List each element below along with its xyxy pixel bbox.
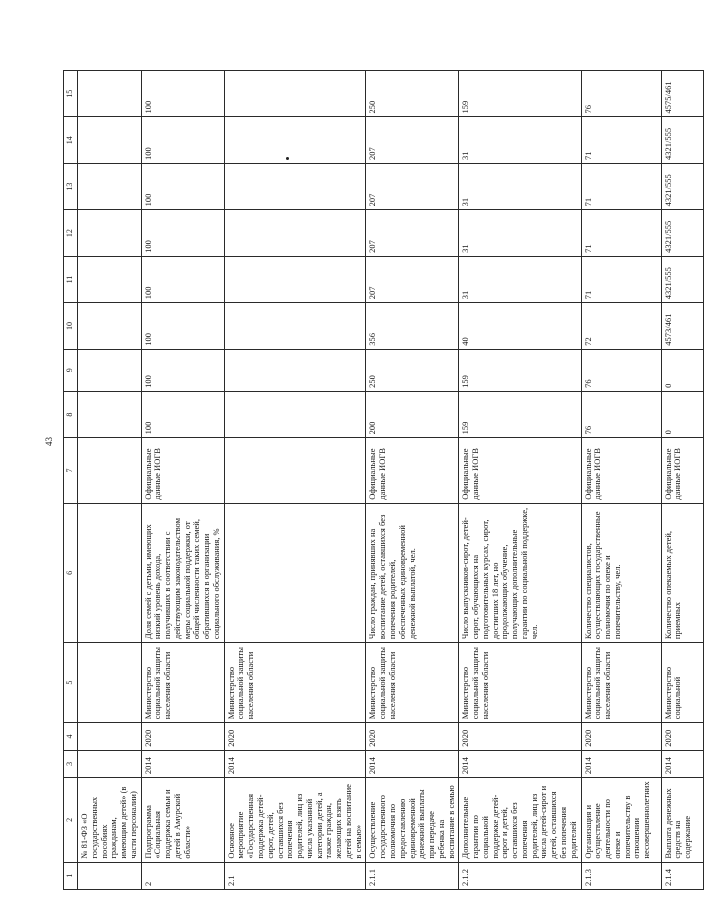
table-cell: Министерство социальной защиты населения области (224, 643, 366, 723)
col-header: 3 (64, 750, 78, 777)
table-cell: 76 (581, 349, 661, 391)
table-cell: 2014 (581, 750, 661, 777)
col-header: 12 (64, 210, 78, 256)
table-row (78, 71, 142, 890)
table-cell: Официальные данные ИОГВ (459, 438, 581, 503)
col-header: 14 (64, 117, 78, 163)
table-cell: 2.1.4 (661, 862, 703, 889)
table-cell: Число граждан, принявших на воспитание детей, оставшихся без попечения родителей, обеспеченных единовременной денежной выплатой, чел. (366, 503, 459, 642)
table-cell: 207 (366, 210, 459, 256)
table-cell: 2020 (581, 723, 661, 750)
table-cell: 100 (141, 303, 224, 349)
table-cell (78, 438, 142, 503)
table-cell: 2020 (366, 723, 459, 750)
column-header-row (64, 71, 78, 890)
table-cell: 159 (459, 349, 581, 391)
col-header: 9 (64, 349, 78, 391)
table-cell: Официальные данные ИОГВ (661, 438, 703, 503)
table-cell (78, 163, 142, 209)
table-cell: 76 (581, 391, 661, 437)
col-header: 11 (64, 256, 78, 302)
table-cell: 4575/461 (661, 71, 703, 118)
table-cell: 2014 (459, 750, 581, 777)
table-cell: 207 (366, 117, 459, 163)
table-cell: 2 (141, 862, 224, 889)
table-row (366, 71, 459, 890)
col-header: 15 (64, 71, 78, 118)
table-cell: 100 (141, 71, 224, 118)
table-cell: 100 (141, 117, 224, 163)
table-row (459, 71, 581, 890)
col-header: 1 (64, 862, 78, 889)
col-header: 2 (64, 778, 78, 862)
col-header: 8 (64, 391, 78, 437)
table-cell: 72 (581, 303, 661, 349)
table-cell: 250 (366, 349, 459, 391)
table-cell: Министерство социальной защиты населения области (141, 643, 224, 723)
col-header: 13 (64, 163, 78, 209)
table-cell: 71 (581, 210, 661, 256)
table-cell: 207 (366, 256, 459, 302)
table-cell: 100 (141, 163, 224, 209)
table-cell: 2020 (141, 723, 224, 750)
table-cell (78, 723, 142, 750)
table-cell (224, 503, 366, 642)
table-cell (78, 349, 142, 391)
table-cell: Официальные данные ИОГВ (366, 438, 459, 503)
table-cell (78, 391, 142, 437)
table-cell: 100 (141, 391, 224, 437)
table-cell: 4321/555 (661, 117, 703, 163)
table-cell: 2020 (459, 723, 581, 750)
rotated-table-container (63, 70, 693, 890)
table-cell: Количество специалистов, осуществляющих государственные полномочия по опеке и попечительству, чел. (581, 503, 661, 642)
table-cell: 100 (141, 349, 224, 391)
col-header: 10 (64, 303, 78, 349)
table-cell: 0 (661, 349, 703, 391)
table-cell: 4321/555 (661, 163, 703, 209)
table-cell (224, 71, 366, 118)
table-cell: 2014 (141, 750, 224, 777)
table-cell: Осуществление государственного полномочия по предоставлению единовременной денежной выплаты при передаче ребенка на воспитание в семью (366, 778, 459, 862)
table-cell: Официальные данные ИОГВ (141, 438, 224, 503)
col-header: 5 (64, 643, 78, 723)
table-cell: 2014 (661, 750, 703, 777)
col-header: 6 (64, 503, 78, 642)
table-cell: Министерство социальной защиты населения области (581, 643, 661, 723)
table-cell (78, 303, 142, 349)
table-cell: 250 (366, 71, 459, 118)
table-cell (224, 303, 366, 349)
table-cell: 159 (459, 391, 581, 437)
table-cell: 31 (459, 117, 581, 163)
table-cell: Министерство социальной защиты населения области (459, 643, 581, 723)
table-cell: 2014 (366, 750, 459, 777)
table-cell: Основное мероприятие «Государственная поддержка детей-сирот, детей, оставшихся без попечения родителей, лиц из числа указанной категории детей, а также граждан, желающих взять детей на воспитание в семью» (224, 778, 366, 862)
table-cell: 71 (581, 117, 661, 163)
table-cell: 2.1 (224, 862, 366, 889)
col-header: 7 (64, 438, 78, 503)
table-cell: 31 (459, 210, 581, 256)
table-cell (224, 163, 366, 209)
table-cell (78, 643, 142, 723)
table-row (141, 71, 224, 890)
table-cell: 207 (366, 163, 459, 209)
table-cell (224, 438, 366, 503)
table-cell: Организация и осуществление деятельности по опеке и попечительству в отношении несовершеннолетних (581, 778, 661, 862)
table-cell (224, 117, 366, 163)
table-cell (224, 210, 366, 256)
table-cell: Доля семей с детьми, имеющих низкий уровень дохода, получивших в соответствии с действующим законодательством меры социальной поддержки, от общей численности таких семей, обратившихся в организации социального обслуживания, % (141, 503, 224, 642)
table-cell: 0 (661, 391, 703, 437)
indicators-table (63, 70, 704, 890)
table-cell (78, 503, 142, 642)
table-cell (78, 750, 142, 777)
table-cell: 40 (459, 303, 581, 349)
table-cell: 2020 (224, 723, 366, 750)
table-cell: Число выпускников-сирот, детей-сирот, обучающихся на подготовительных курсах, сирот, достигших 18 лет, но продолжающих обучение, получающих дополнительные гарантии по социальной поддержке, чел. (459, 503, 581, 642)
table-cell: 2014 (224, 750, 366, 777)
table-row (661, 71, 703, 890)
table-cell: 356 (366, 303, 459, 349)
table-cell: 4573/461 (661, 303, 703, 349)
table-cell: 100 (141, 256, 224, 302)
table-row (581, 71, 661, 890)
table-cell: 71 (581, 256, 661, 302)
table-cell: 4321/555 (661, 256, 703, 302)
table-row (224, 71, 366, 890)
table-cell: 31 (459, 163, 581, 209)
col-header: 4 (64, 723, 78, 750)
table-cell (78, 210, 142, 256)
table-cell: № 81-ФЗ «О государственных пособиях гражданам, имеющим детей» (в части персоналии) (78, 778, 142, 862)
table-cell: 2.1.2 (459, 862, 581, 889)
table-cell: Подпрограмма «Социальная поддержка семьи и детей в Амурской области» (141, 778, 224, 862)
table-cell: 2020 (661, 723, 703, 750)
table-body (78, 71, 704, 890)
table-cell: 71 (581, 163, 661, 209)
table-cell: 159 (459, 71, 581, 118)
table-cell: 4321/555 (661, 210, 703, 256)
table-cell (78, 117, 142, 163)
table-cell: Дополнительные гарантии по социальной поддержке детей-сирот и детей, оставшихся без попечения родителей, лиц из числа детей-сирот и детей, оставшихся без попечения родителей (459, 778, 581, 862)
table-cell: Официальные данные ИОГВ (581, 438, 661, 503)
table-cell: Министерство социальной (661, 643, 703, 723)
table-cell (78, 256, 142, 302)
table-cell: 200 (366, 391, 459, 437)
table-cell: 76 (581, 71, 661, 118)
table-cell: Министерство социальной защиты населения области (366, 643, 459, 723)
table-cell (224, 349, 366, 391)
table-cell (78, 862, 142, 889)
table-cell (224, 391, 366, 437)
table-cell: Выплата денежных средств на содержание (661, 778, 703, 862)
table-cell: 31 (459, 256, 581, 302)
table-cell: 100 (141, 210, 224, 256)
table-cell (78, 71, 142, 118)
table-cell: 2.1.1 (366, 862, 459, 889)
table-cell: 2.1.3 (581, 862, 661, 889)
table-cell (224, 256, 366, 302)
table-cell: Количество опекаемых детей, приемных (661, 503, 703, 642)
page-number: 43 (44, 437, 54, 446)
